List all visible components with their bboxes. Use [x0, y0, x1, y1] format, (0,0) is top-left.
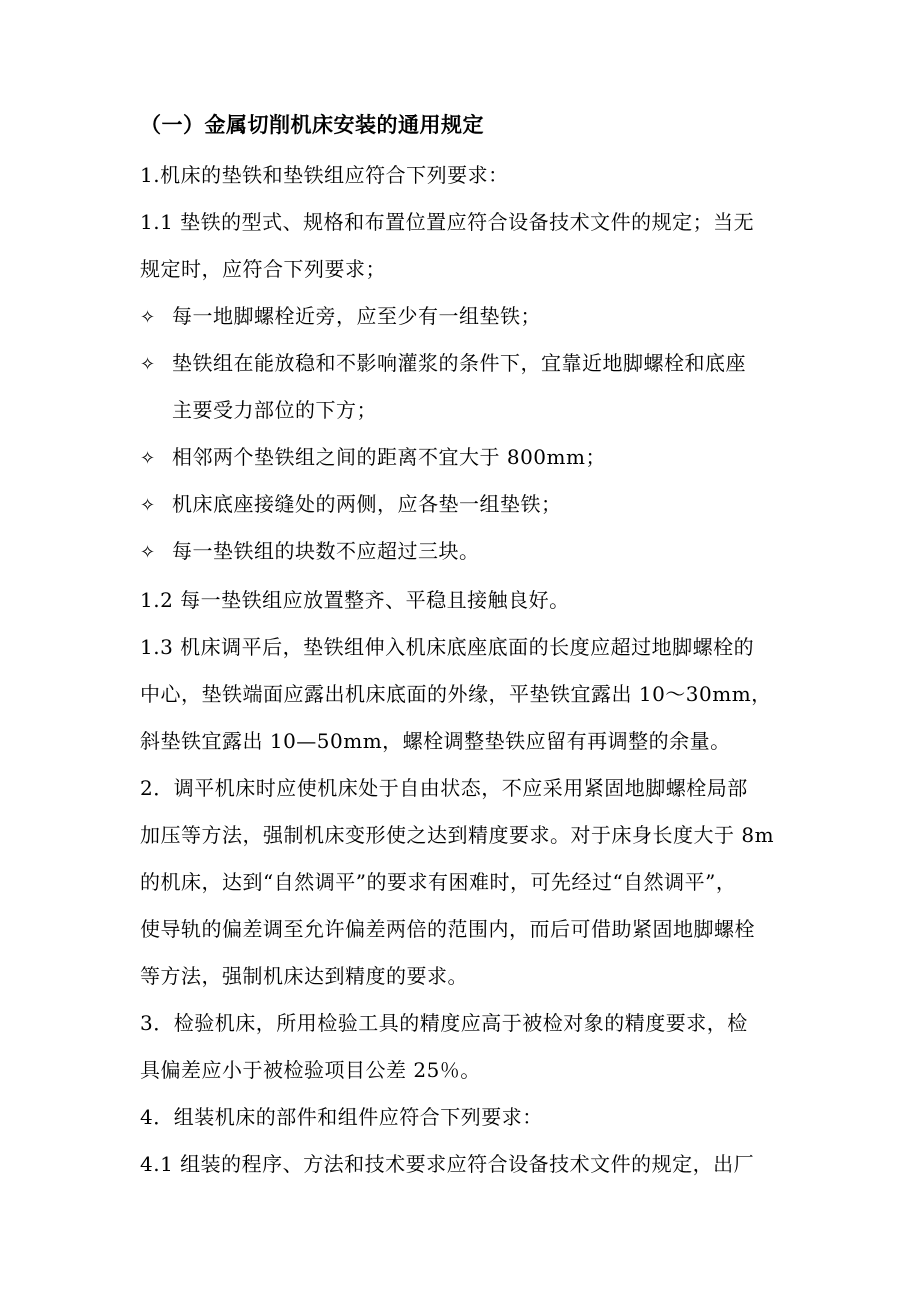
- bullet-continuation: 主要受力部位的下方；: [172, 398, 377, 422]
- bullet-text: 每一垫铁组的块数不应超过三块。: [172, 539, 480, 563]
- bullet-item: [140, 350, 746, 378]
- bullet-item: [140, 538, 480, 566]
- paragraph-line: 3．检验机床，所用检验工具的精度应高于被检对象的精度要求，检: [140, 1011, 748, 1035]
- paragraph-line: 1.1 垫铁的型式、规格和布置位置应符合设备技术文件的规定；当无: [140, 210, 755, 234]
- paragraph-line: 斜垫铁宜露出 10—50mm，螺栓调整垫铁应留有再调整的余量。: [140, 729, 731, 753]
- bullet-item: [140, 303, 541, 331]
- paragraph-line: 的机床，达到“自然调平”的要求有困难时，可先经过“自然调平”，: [140, 870, 737, 894]
- diamond-star-bullet-icon: ✧: [140, 307, 156, 328]
- paragraph-line: 4.1 组装的程序、方法和技术要求应符合设备技术文件的规定，出厂: [140, 1152, 755, 1176]
- paragraph-line: 4．组装机床的部件和组件应符合下列要求：: [140, 1105, 543, 1129]
- paragraph-line: 1.机床的垫铁和垫铁组应符合下列要求：: [140, 163, 509, 187]
- bullet-text: 相邻两个垫铁组之间的距离不宜大于 800mm；: [172, 445, 606, 469]
- bullet-item: [140, 491, 562, 519]
- bullet-text: 垫铁组在能放稳和不影响灌浆的条件下，宜靠近地脚螺栓和底座: [172, 351, 746, 375]
- paragraph-line: 使导轨的偏差调至允许偏差两倍的范围内，而后可借助紧固地脚螺栓: [140, 917, 755, 941]
- bullet-text: 每一地脚螺栓近旁，应至少有一组垫铁；: [172, 304, 541, 328]
- paragraph-line: 加压等方法，强制机床变形使之达到精度要求。对于床身长度大于 8m: [140, 823, 775, 847]
- diamond-star-bullet-icon: ✧: [140, 354, 156, 375]
- section-heading: （一）金属切削机床安装的通用规定: [140, 112, 484, 137]
- paragraph-line: 具偏差应小于被检验项目公差 25％。: [140, 1058, 481, 1082]
- diamond-star-bullet-icon: ✧: [140, 495, 156, 516]
- diamond-star-bullet-icon: ✧: [140, 542, 156, 563]
- paragraph-line: 1.2 每一垫铁组应放置整齐、平稳且接触良好。: [140, 588, 570, 612]
- paragraph-line: 等方法，强制机床达到精度的要求。: [140, 964, 468, 988]
- diamond-star-bullet-icon: ✧: [140, 448, 156, 469]
- paragraph-line: 中心，垫铁端面应露出机床底面的外缘，平垫铁宜露出 10～30mm，: [140, 682, 772, 706]
- bullet-item: [140, 444, 606, 472]
- paragraph-line: 1.3 机床调平后，垫铁组伸入机床底座底面的长度应超过地脚螺栓的: [140, 635, 755, 659]
- paragraph-line: 规定时，应符合下列要求；: [140, 257, 386, 281]
- paragraph-line: 2．调平机床时应使机床处于自由状态，不应采用紧固地脚螺栓局部: [140, 776, 748, 800]
- bullet-text: 机床底座接缝处的两侧，应各垫一组垫铁；: [172, 492, 562, 516]
